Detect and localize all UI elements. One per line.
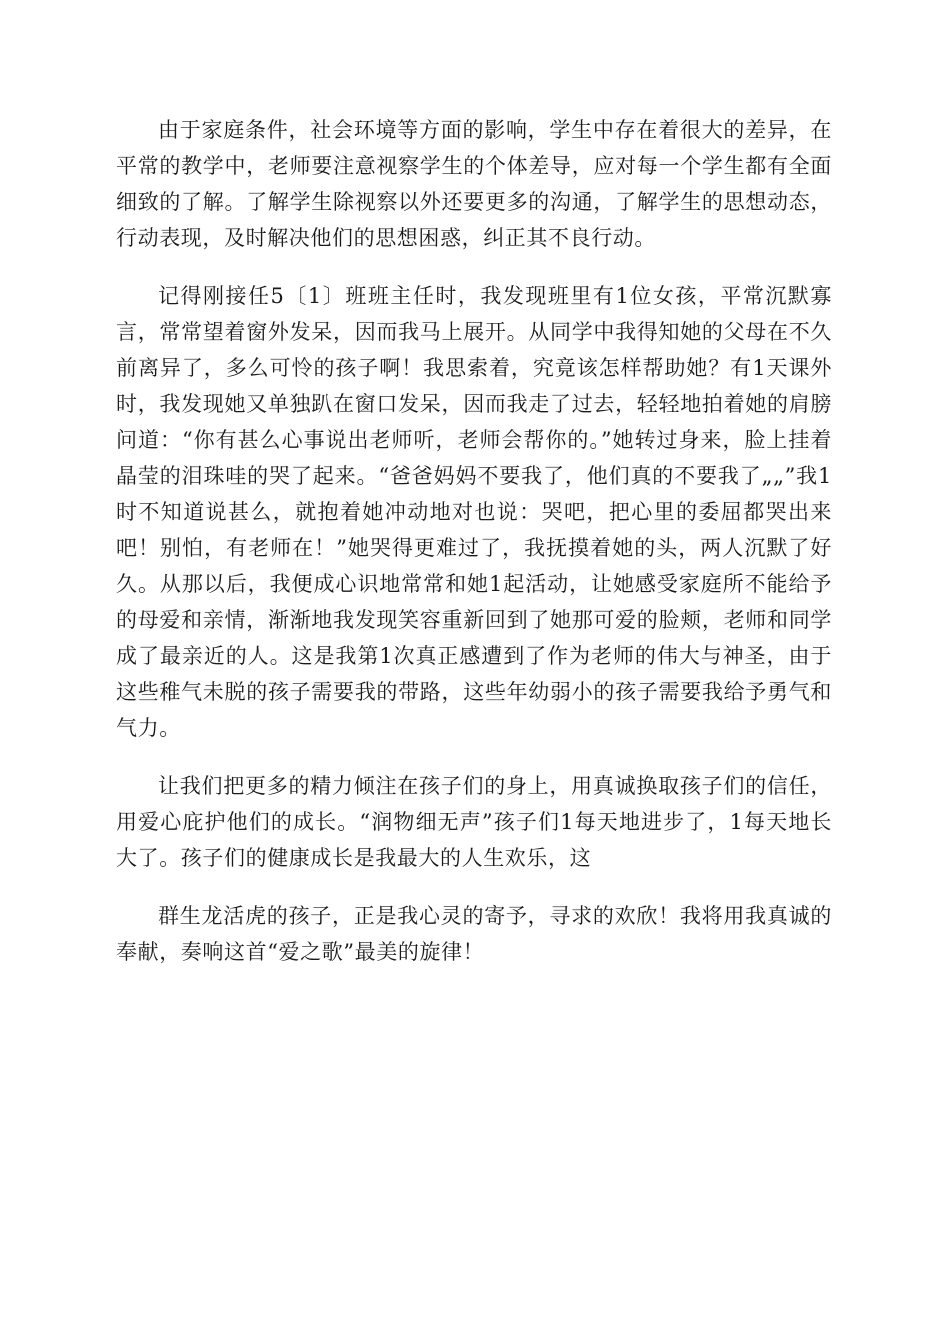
- paragraph-3: 让我们把更多的精力倾注在孩子们的身上，用真诚换取孩子们的信任，用爱心庇护他们的成长。“润物细无声”孩子们1每天地进步了，1每天地长大了。孩子们的健康成长是我最大的人生欢乐，这: [116, 774, 832, 870]
- paragraph-4: 群生龙活虎的孩子，正是我心灵的寄予，寻求的欢欣！我将用我真诚的奉献，奏响这首“爱之歌”最美的旋律！: [116, 904, 832, 964]
- paragraph-1: 由于家庭条件，社会环境等方面的影响，学生中存在着很大的差异，在平常的教学中，老师要注意视察学生的个体差导，应对每一个学生都有全面细致的了解。了解学生除视察以外还要更多的沟通，了解学生的思想动态，行动表现，及时解决他们的思想困惑，纠正其不良行动。: [116, 118, 832, 250]
- document-body: [116, 112, 832, 992]
- paragraph-2: 记得刚接任5〔1〕班班主任时，我发现班里有1位女孩，平常沉默寡言，常常望着窗外发呆，因而我马上展开。从同学中我得知她的父母在不久前离异了，多么可怜的孩子啊！我思索着，究竟该怎样帮助她？有1天课外时，我发现她又单独趴在窗口发呆，因而我走了过去，轻轻地拍着她的肩膀问道：“你有甚么心事说出老师听，老师会帮你的。”她转过身来，脸上挂着晶莹的泪珠哇的哭了起来。“爸爸妈妈不要我了，他们真的不要我了„„”我1时不知道说甚么，就抱着她冲动地对也说：哭吧，把心里的委屈都哭出来吧！别怕，有老师在！”她哭得更难过了，我抚摸着她的头，两人沉默了好久。从那以后，我便成心识地常常和她1起活动，让她感受家庭所不能给予的母爱和亲情，渐渐地我发现笑容重新回到了她那可爱的脸颊，老师和同学成了最亲近的人。这是我第1次真正感遭到了作为老师的伟大与神圣，由于这些稚气未脱的孩子需要我的带路，这些年幼弱小的孩子需要我给予勇气和气力。: [116, 284, 832, 740]
